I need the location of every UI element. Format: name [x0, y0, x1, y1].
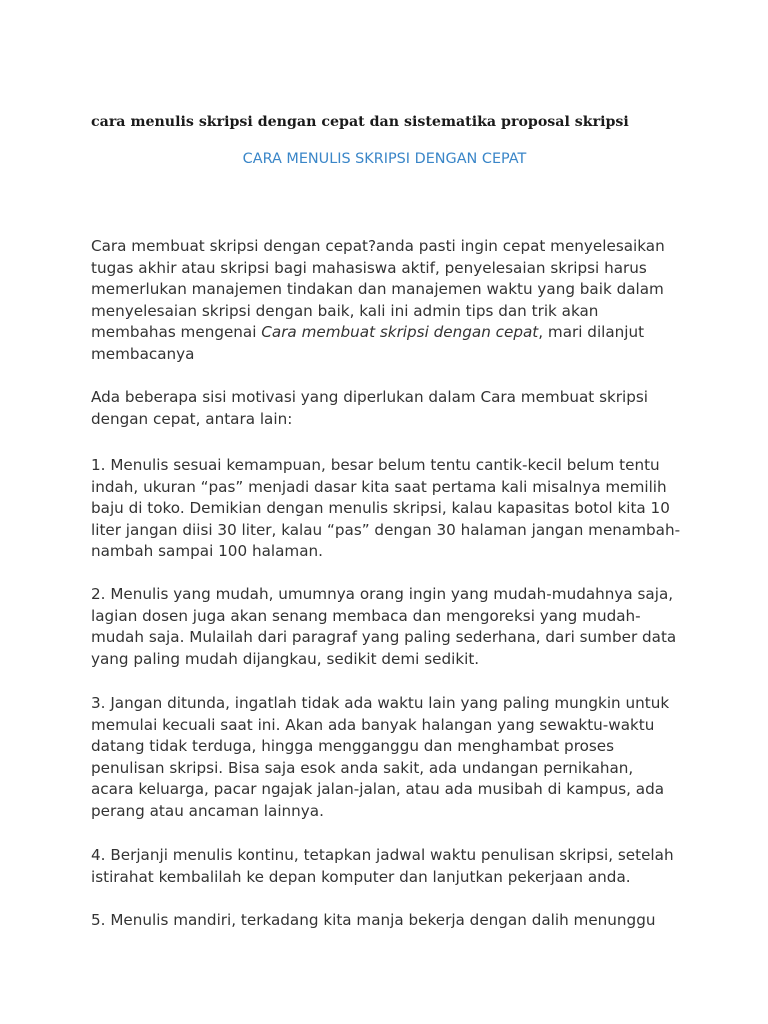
- text-line: nambah sampai 100 halaman.: [91, 542, 323, 561]
- text-line: Ada beberapa sisi motivasi yang diperlukan dalam Cara membuat skripsi: [91, 388, 649, 406]
- list-item-5: [91, 910, 691, 932]
- text-line: indah, ukuran “pas” menjadi dasar kita saat pertama kali misalnya memilih: [91, 477, 667, 496]
- intro-paragraph: [91, 236, 691, 366]
- text-line: yang paling mudah dijangkau, sedikit demi sedikit.: [91, 649, 480, 668]
- motivation-paragraph: [91, 387, 691, 430]
- text-line: memerlukan manajemen tindakan dan manajemen waktu yang baik dalam: [91, 280, 664, 299]
- text-line: Cara membuat skripsi dengan cepat?anda pasti ingin cepat menyelesaikan: [91, 237, 665, 255]
- text-line: membacanya: [91, 344, 195, 363]
- text-line: mudah saja. Mulailah dari paragraf yang paling sederhana, dari sumber data: [91, 628, 677, 647]
- text-line: 1. Menulis sesuai kemampuan, besar belum tentu cantik-kecil belum tentu: [91, 456, 660, 474]
- text-line: 3. Jangan ditunda, ingatlah tidak ada waktu lain yang paling mungkin untuk: [91, 694, 670, 712]
- text-line: penulisan skripsi. Bisa saja esok anda sakit, ada undangan pernikahan,: [91, 758, 634, 777]
- text-line: lagian dosen juga akan senang membaca dan mengoreksi yang mudah-: [91, 606, 641, 625]
- text-line: baju di toko. Demikian dengan menulis skripsi, kalau kapasitas botol kita 10: [91, 499, 670, 518]
- section-heading: CARA MENULIS SKRIPSI DENGAN CEPAT: [242, 151, 527, 167]
- text-line: acara keluarga, pacar ngajak jalan-jalan, atau ada musibah di kampus, ada: [91, 780, 665, 799]
- text-line: liter jangan diisi 30 liter, kalau “pas” dengan 30 halaman jangan menambah-: [91, 520, 681, 539]
- text-line: dengan cepat, antara lain:: [91, 409, 293, 428]
- text-line: [91, 322, 691, 344]
- text-segment: , mari dilanjut: [538, 323, 645, 342]
- list-item-2: [91, 584, 691, 670]
- list-item-4: [91, 845, 691, 888]
- text-line: datang tidak terduga, hingga mengganggu dan menghambat proses: [91, 737, 615, 756]
- list-item-1: [91, 455, 691, 563]
- text-line: tugas akhir atau skripsi bagi mahasiswa aktif, penyelesaian skripsi harus: [91, 258, 647, 277]
- list-item-3: [91, 693, 691, 823]
- text-line: istirahat kembalilah ke depan komputer dan lanjutkan pekerjaan anda.: [91, 867, 631, 886]
- text-line: memulai kecuali saat ini. Akan ada banyak halangan yang sewaktu-waktu: [91, 715, 655, 734]
- text-line: perang atau ancaman lainnya.: [91, 801, 324, 820]
- text-line: 2. Menulis yang mudah, umumnya orang ingin yang mudah-mudahnya saja,: [91, 585, 674, 603]
- text-segment: membahas mengenai: [91, 323, 262, 342]
- italic-phrase: Cara membuat skripsi dengan cepat: [261, 323, 539, 342]
- document-title: cara menulis skripsi dengan cepat dan sistematika proposal skripsi: [91, 114, 629, 130]
- text-line: 5. Menulis mandiri, terkadang kita manja bekerja dengan dalih menunggu: [91, 911, 656, 929]
- text-line: menyelesaian skripsi dengan baik, kali ini admin tips dan trik akan: [91, 301, 599, 320]
- text-line: 4. Berjanji menulis kontinu, tetapkan jadwal waktu penulisan skripsi, setelah: [91, 846, 674, 864]
